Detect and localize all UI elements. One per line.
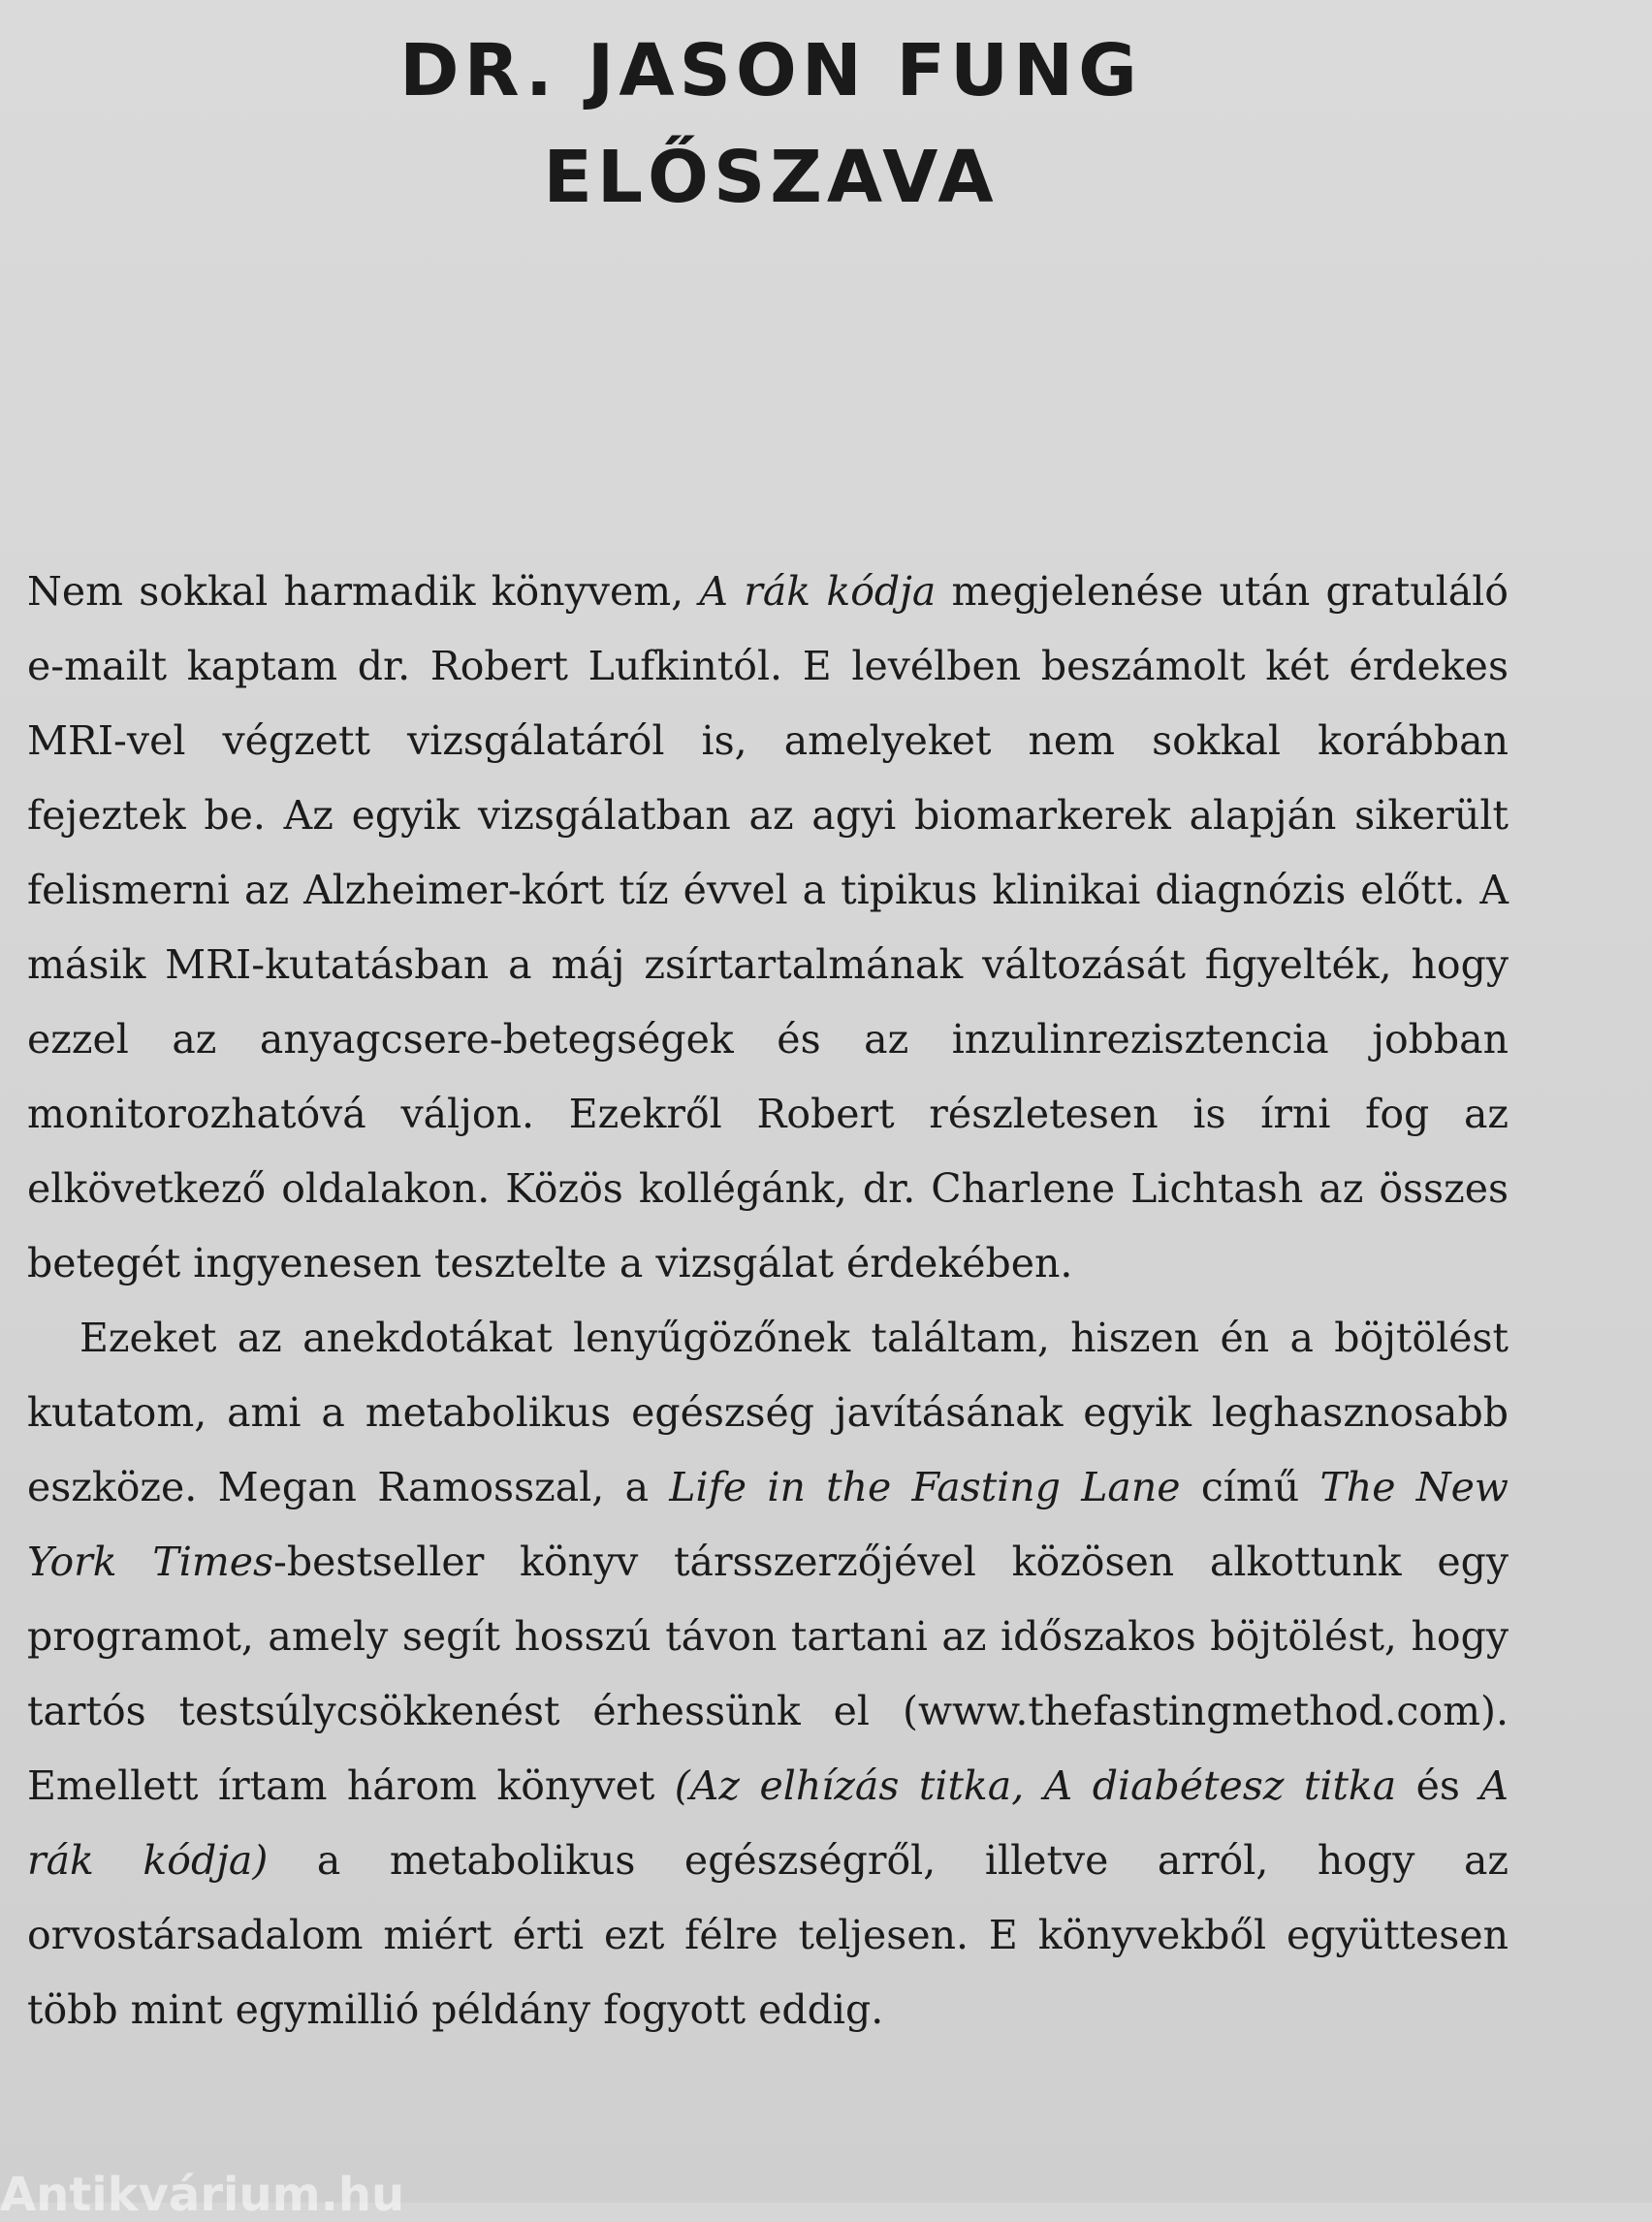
paragraph-1 <box>27 555 1509 1301</box>
paragraph-2-book-titles: (Az elhízás titka, A diabétesz titka <box>674 1762 1397 1809</box>
paragraph-2-book-title-2: A rák kódja) <box>27 1762 1509 1884</box>
paragraph-1-book-title: A rák kódja <box>699 568 937 615</box>
paragraph-1-text-2: megjelenése után gratuláló e-mailt kaptam dr. Robert Lufkintól. E levélben beszámolt két érdekes MRI-vel végzett vizsgálatáról is, amelyeket nem sokkal korábban fejeztek be. Az egyik vizsgálatban az agyi biomarkerek alapján sikerült felismerni az Alzheimer-kórt tíz évvel a tipikus klinikai diagnózis előtt. A másik MRI-kutatásban a máj zsírtartalmának változását figyelték, hogy ezzel az anyagcsere-betegségek és az inzulinrezisztencia jobban monitorozhatóvá váljon. Ezekről Robert részletesen is írni fog az elkövetkező oldalakon. Közös kollégánk, dr. Charlene Lichtash az összes betegét ingyenesen tesztelte a vizsgálat érdekében. <box>27 568 1509 1286</box>
paragraph-2-text-1: Ezeket az anekdotákat lenyűgözőnek találtam, hiszen én a böjtölést kutatom, ami a metabolikus egészség javításának egyik leghasznosabb eszköze. Megan Ramosszal, a <box>27 1315 1509 1510</box>
paragraph-2-newspaper-title: The New York Times <box>27 1464 1509 1585</box>
paragraph-2-text-4: és <box>1396 1762 1480 1809</box>
paragraph-2-text-2: című <box>1180 1464 1320 1510</box>
paragraph-2 <box>27 1301 1509 2047</box>
chapter-body <box>27 555 1509 2047</box>
chapter-title-line-1: DR. JASON FUNG <box>399 29 1142 112</box>
chapter-title-line-2: ELŐSZAVA <box>543 136 999 219</box>
paragraph-2-text-5: a metabolikus egészségről, illetve arról, hogy az orvostársadalom miért érti ezt félre teljesen. E könyvekből együttesen több mint egymillió példány fogyott eddig. <box>27 1837 1509 2033</box>
watermark: Antikvárium.hu <box>0 2168 405 2222</box>
paragraph-1-text-1: Nem sokkal harmadik könyvem, <box>27 568 700 615</box>
paragraph-2-book-title-1: Life in the Fasting Lane <box>669 1464 1181 1510</box>
paragraph-2-text-3: -bestseller könyv társszerzőjével közösen alkottunk egy programot, amely segít hosszú távon tartani az időszakos böjtölést, hogy tartós testsúlycsökkenést érhessünk el (www.thefastingmethod.com). Emellett írtam három könyvet <box>27 1539 1509 1809</box>
